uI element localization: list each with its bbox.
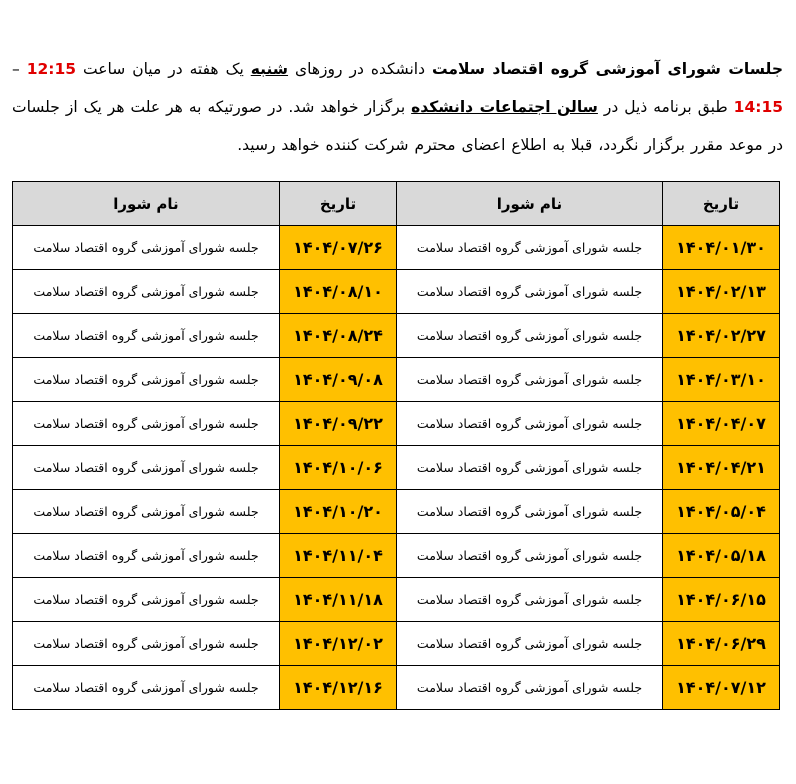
intro-text-3: طبق برنامه ذیل در [597, 98, 734, 116]
table-row [13, 490, 780, 534]
meeting-date-cell: ۱۴۰۴/۰۷/۲۶ [280, 226, 397, 270]
council-name-cell: جلسه شورای آموزشی گروه اقتصاد سلامت [397, 314, 663, 358]
council-name-cell: جلسه شورای آموزشی گروه اقتصاد سلامت [13, 622, 280, 666]
table-row [13, 622, 780, 666]
meeting-date-cell: ۱۴۰۴/۰۸/۱۰ [280, 270, 397, 314]
meeting-date-cell: ۱۴۰۴/۰۱/۳۰ [663, 226, 780, 270]
council-name-cell: جلسه شورای آموزشی گروه اقتصاد سلامت [397, 402, 663, 446]
meeting-date-cell: ۱۴۰۴/۱۱/۰۴ [280, 534, 397, 578]
intro-text-1: دانشکده در روزهای [288, 60, 432, 78]
table-row [13, 666, 780, 710]
table-row [13, 578, 780, 622]
council-name-cell: جلسه شورای آموزشی گروه اقتصاد سلامت [397, 534, 663, 578]
council-name-cell: جلسه شورای آموزشی گروه اقتصاد سلامت [13, 666, 280, 710]
schedule-table [12, 181, 780, 710]
intro-end-time: 14:15 [733, 98, 784, 116]
intro-paragraph [12, 50, 783, 164]
council-name-cell: جلسه شورای آموزشی گروه اقتصاد سلامت [13, 490, 280, 534]
council-name-cell: جلسه شورای آموزشی گروه اقتصاد سلامت [13, 226, 280, 270]
meeting-date-cell: ۱۴۰۴/۱۲/۱۶ [280, 666, 397, 710]
council-name-cell: جلسه شورای آموزشی گروه اقتصاد سلامت [397, 358, 663, 402]
council-name-cell: جلسه شورای آموزشی گروه اقتصاد سلامت [13, 578, 280, 622]
table-row [13, 402, 780, 446]
council-name-cell: جلسه شورای آموزشی گروه اقتصاد سلامت [397, 270, 663, 314]
council-name-cell: جلسه شورای آموزشی گروه اقتصاد سلامت [397, 666, 663, 710]
intro-text-4: برگزار خواهد شد. در صورتیکه به هر علت هر یک از جلسات در موعد مقرر برگزار نگردد، قبلا به اطلاع اعضای محترم شرکت کننده خواهد رسید. [12, 98, 783, 154]
council-name-cell: جلسه شورای آموزشی گروه اقتصاد سلامت [13, 270, 280, 314]
table-header-row [13, 182, 780, 226]
intro-text-2: یک هفته در میان ساعت [76, 60, 251, 78]
intro-dash: – [12, 60, 27, 78]
meeting-date-cell: ۱۴۰۴/۰۴/۰۷ [663, 402, 780, 446]
meeting-date-cell: ۱۴۰۴/۰۸/۲۴ [280, 314, 397, 358]
meeting-date-cell: ۱۴۰۴/۰۶/۱۵ [663, 578, 780, 622]
header-council-name-2: نام شورا [13, 182, 280, 226]
council-name-cell: جلسه شورای آموزشی گروه اقتصاد سلامت [13, 402, 280, 446]
intro-day: شنبه [250, 60, 289, 78]
table-row [13, 270, 780, 314]
table-row [13, 446, 780, 490]
meeting-date-cell: ۱۴۰۴/۱۲/۰۲ [280, 622, 397, 666]
council-name-cell: جلسه شورای آموزشی گروه اقتصاد سلامت [13, 358, 280, 402]
council-name-cell: جلسه شورای آموزشی گروه اقتصاد سلامت [13, 314, 280, 358]
header-date-1: تاریخ [663, 182, 780, 226]
meeting-date-cell: ۱۴۰۴/۱۰/۰۶ [280, 446, 397, 490]
meeting-date-cell: ۱۴۰۴/۰۲/۲۷ [663, 314, 780, 358]
council-name-cell: جلسه شورای آموزشی گروه اقتصاد سلامت [397, 622, 663, 666]
meeting-date-cell: ۱۴۰۴/۰۵/۱۸ [663, 534, 780, 578]
intro-title: جلسات شورای آموزشی گروه اقتصاد سلامت [431, 60, 784, 78]
schedule-table-body [13, 226, 780, 710]
council-name-cell: جلسه شورای آموزشی گروه اقتصاد سلامت [397, 490, 663, 534]
meeting-date-cell: ۱۴۰۴/۰۹/۰۸ [280, 358, 397, 402]
intro-venue: سالن اجتماعات دانشکده [411, 98, 598, 116]
table-row [13, 314, 780, 358]
council-name-cell: جلسه شورای آموزشی گروه اقتصاد سلامت [13, 446, 280, 490]
council-name-cell: جلسه شورای آموزشی گروه اقتصاد سلامت [397, 226, 663, 270]
council-name-cell: جلسه شورای آموزشی گروه اقتصاد سلامت [397, 578, 663, 622]
meeting-date-cell: ۱۴۰۴/۰۶/۲۹ [663, 622, 780, 666]
intro-start-time: 12:15 [26, 60, 77, 78]
meeting-date-cell: ۱۴۰۴/۰۷/۱۲ [663, 666, 780, 710]
table-row [13, 226, 780, 270]
meeting-date-cell: ۱۴۰۴/۰۲/۱۳ [663, 270, 780, 314]
meeting-date-cell: ۱۴۰۴/۱۱/۱۸ [280, 578, 397, 622]
header-date-2: تاریخ [280, 182, 397, 226]
table-row [13, 358, 780, 402]
meeting-date-cell: ۱۴۰۴/۰۳/۱۰ [663, 358, 780, 402]
meeting-date-cell: ۱۴۰۴/۰۴/۲۱ [663, 446, 780, 490]
meeting-date-cell: ۱۴۰۴/۰۵/۰۴ [663, 490, 780, 534]
meeting-date-cell: ۱۴۰۴/۰۹/۲۲ [280, 402, 397, 446]
meeting-date-cell: ۱۴۰۴/۱۰/۲۰ [280, 490, 397, 534]
table-row [13, 534, 780, 578]
council-name-cell: جلسه شورای آموزشی گروه اقتصاد سلامت [13, 534, 280, 578]
council-name-cell: جلسه شورای آموزشی گروه اقتصاد سلامت [397, 446, 663, 490]
header-council-name-1: نام شورا [397, 182, 663, 226]
